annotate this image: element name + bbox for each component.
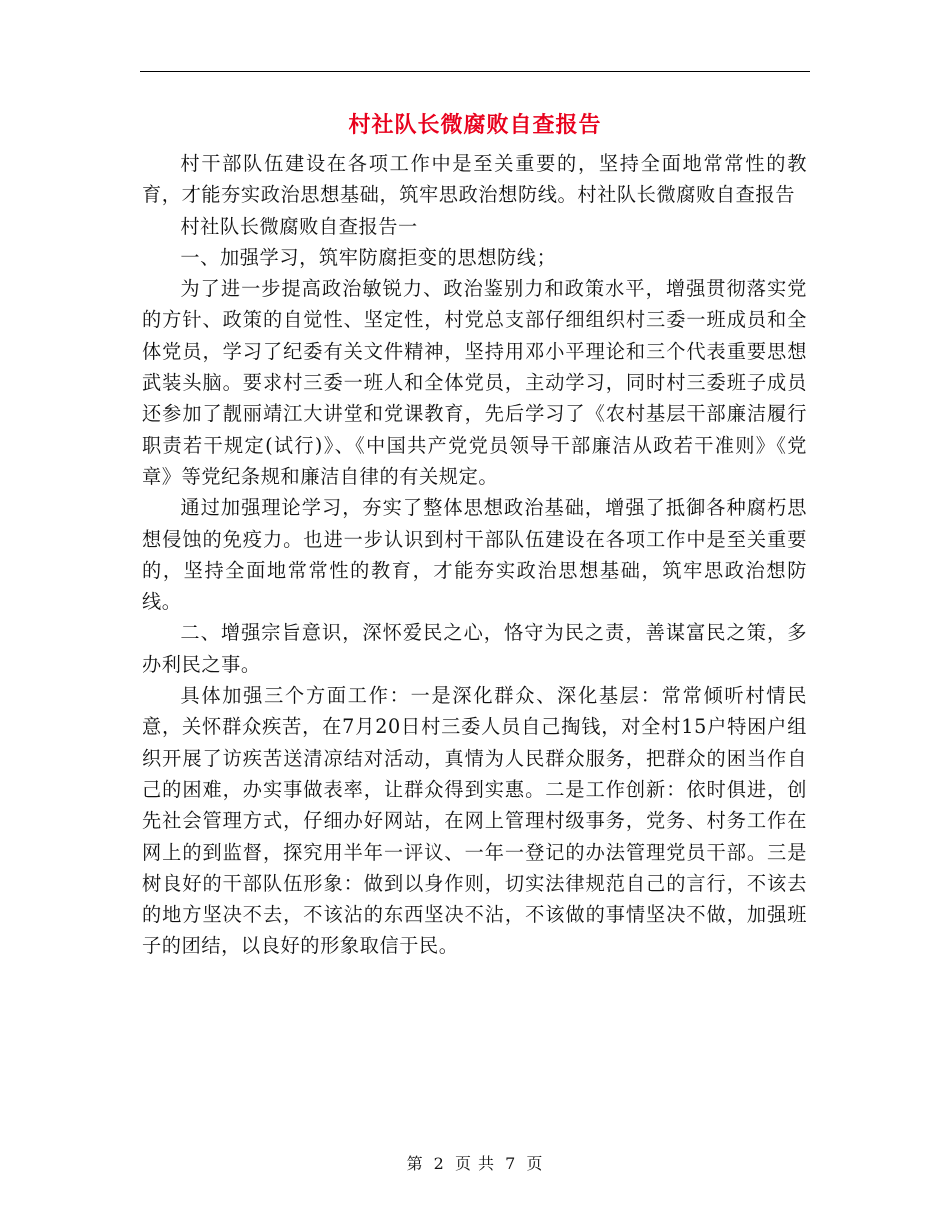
- paragraph-section-two-heading: 二、增强宗旨意识，深怀爱民之心，恪守为民之责，善谋富民之策，多办利民之事。: [142, 621, 807, 676]
- footer-prefix: 第: [406, 1154, 424, 1173]
- paragraph-three-aspects: 具体加强三个方面工作：一是深化群众、深化基层：常常倾听村情民意，关怀群众疾苦，在7月20日村三委人员自己掏钱，对全村15户特困户组织开展了访疾苦送清凉结对活动，真情为人民群众服务，把群众的困当作自己的困难，办实事做表率，让群众得到实惠。二是工作创新：依时俱进，创先社会管理方式，仔细办好网站，在网上管理村级事务，党务、村务工作在网上的到监督，探究用半年一评议、一年一登记的办法管理党员干部。三是树良好的干部队伍形象：做到以身作则，切实法律规范自己的言行，不该去的地方坚决不去，不该沾的东西坚决不沾，不该做的事情坚决不做，加强班子的团结，以良好的形象取信于民。: [142, 684, 807, 958]
- document-body: [142, 148, 807, 962]
- document-title: 村社队长微腐败自查报告: [348, 112, 602, 138]
- footer-total-pages: 7: [505, 1154, 517, 1173]
- paragraph-theory: 通过加强理论学习，夯实了整体思想政治基础，增强了抵御各种腐朽思想侵蚀的免疫力。也进一步认识到村干部队伍建设在各项工作中是至关重要的，坚持全面地常常性的教育，才能夯实政治思想基础，筑牢思政治想防线。: [142, 496, 807, 614]
- paragraph-intro: 村干部队伍建设在各项工作中是至关重要的，坚持全面地常常性的教育，才能夯实政治思想基础，筑牢思政治想防线。村社队长微腐败自查报告: [142, 152, 807, 207]
- header-rule: [140, 71, 810, 72]
- footer-middle: 页 共: [454, 1154, 496, 1173]
- paragraph-report-heading: 村社队长微腐败自查报告一: [180, 214, 418, 238]
- page-footer: [0, 1152, 950, 1176]
- footer-page-number: 2: [433, 1154, 445, 1173]
- footer-suffix: 页: [526, 1154, 544, 1173]
- paragraph-section-one-heading: 一、加强学习，筑牢防腐拒变的思想防线；: [180, 245, 557, 269]
- paragraph-study: 为了进一步提高政治敏锐力、政治鉴别力和政策水平，增强贯彻落实党的方针、政策的自觉性、坚定性，村党总支部仔细组织村三委一班成员和全体党员，学习了纪委有关文件精神，坚持用邓小平理论和三个代表重要思想武装头脑。要求村三委一班人和全体党员，主动学习，同时村三委班子成员还参加了靓丽靖江大讲堂和党课教育，先后学习了《农村基层干部廉洁履行职责若干规定(试行)》、《中国共产党党员领导干部廉洁从政若干准则》《党章》等党纪条规和廉洁自律的有关规定。: [142, 277, 807, 488]
